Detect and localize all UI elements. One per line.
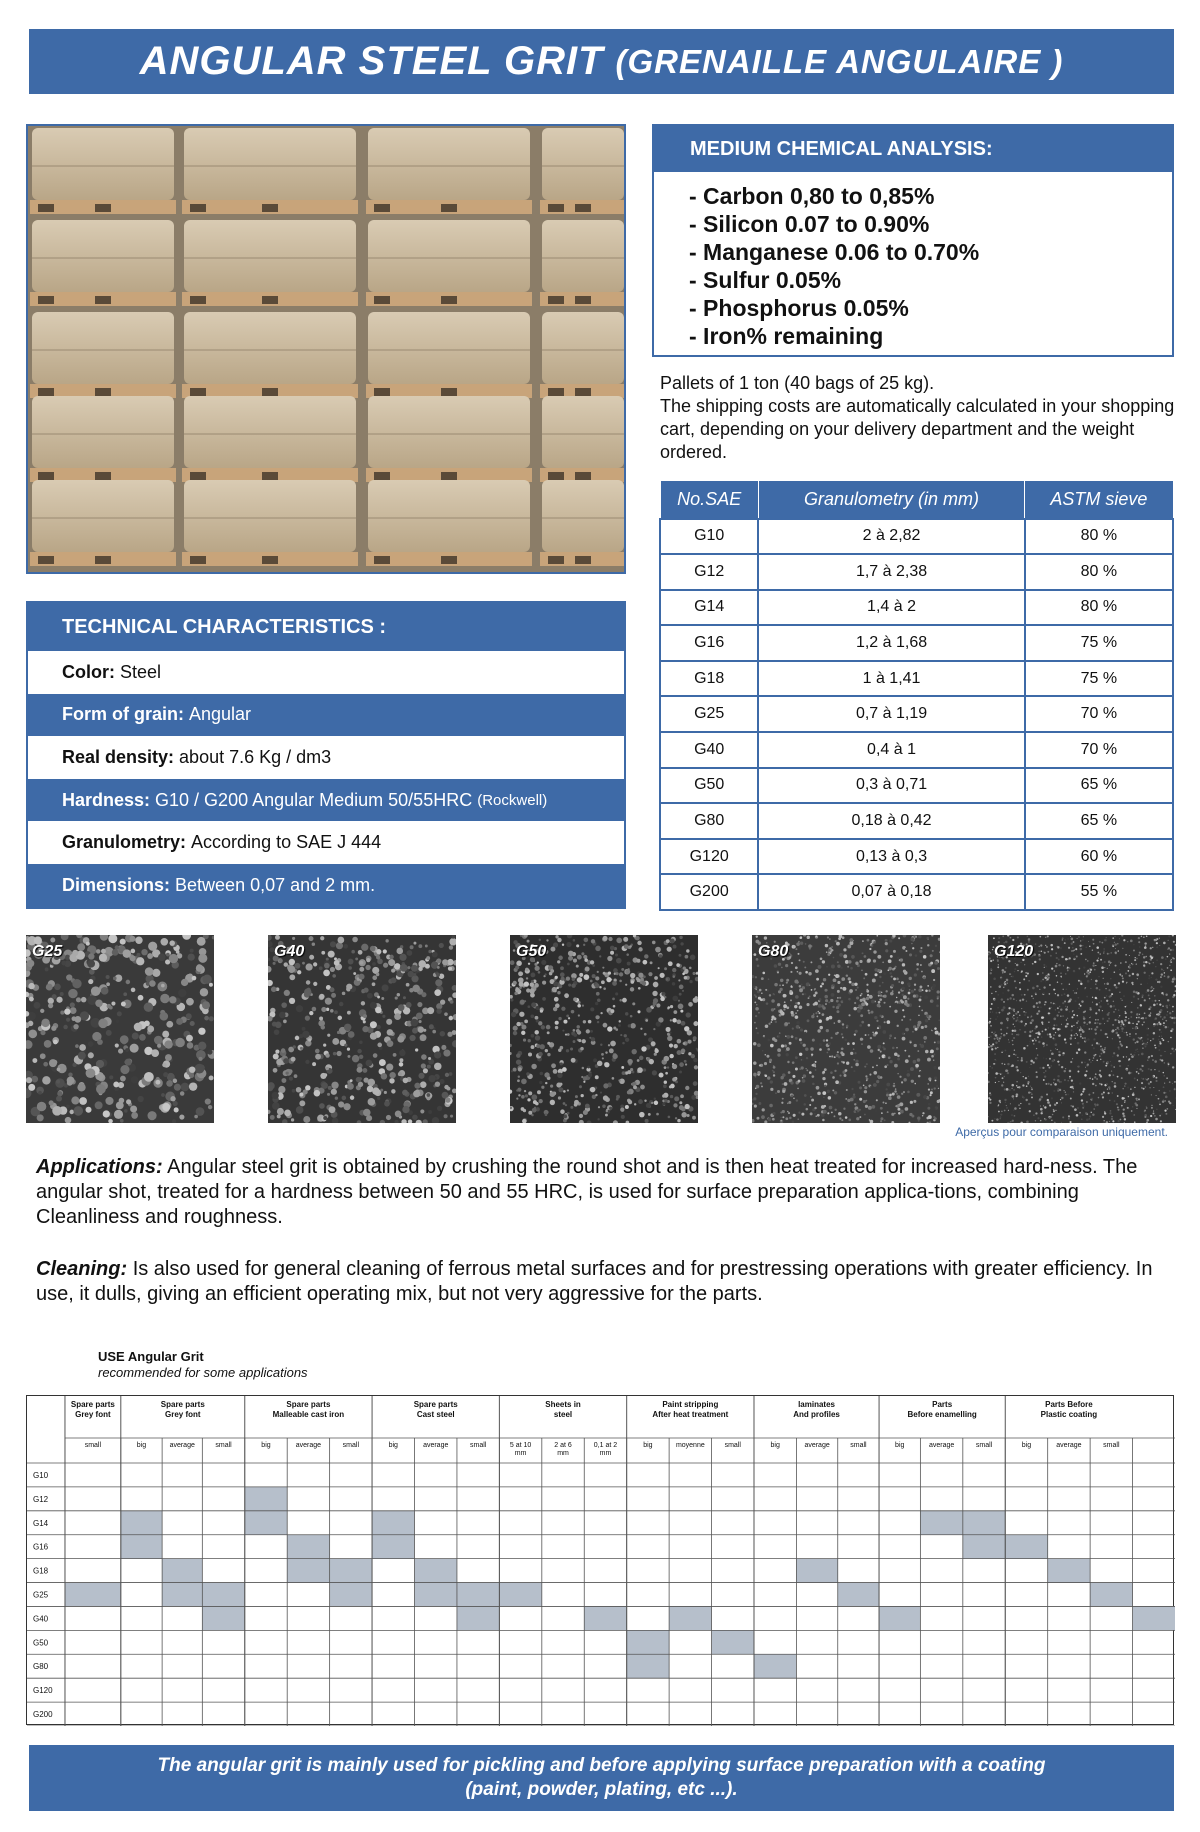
shaded-cell (584, 1606, 626, 1630)
table-header-row (660, 481, 1173, 519)
sub-header: big (895, 1442, 905, 1449)
grade-label: G120 (33, 1686, 53, 1696)
tech-value: G10 / G200 Angular Medium 50/55HRC (155, 789, 473, 810)
column-header: Granulometry (in mm) (758, 481, 1024, 519)
sub-header: small (342, 1442, 360, 1449)
cleaning-paragraph (36, 1257, 1166, 1307)
table-cell: 0,13 à 0,3 (758, 839, 1024, 875)
sample-label: G25 (32, 943, 63, 960)
shaded-cell (287, 1559, 329, 1583)
tech-row-dimensions (28, 864, 624, 907)
shaded-cell (879, 1606, 920, 1630)
tech-value: Steel (120, 661, 162, 682)
grade-label: G10 (33, 1470, 49, 1480)
table-cell: G25 (660, 696, 758, 732)
sample-label: G80 (758, 943, 789, 960)
shaded-cell (1133, 1606, 1175, 1630)
table-cell: 65 % (1025, 768, 1173, 804)
table-cell: 0,3 à 0,71 (758, 768, 1024, 804)
pallets-photo (26, 124, 626, 574)
table-cell: G10 (660, 519, 758, 555)
applications-text: Angular steel grit is obtained by crushing the round shot and is then heat treated for increased hard-ness. The angular shot, treated for a hardness between 50 and 55 HRC, is used for surface preparation applica-tions, combining Cleanliness and roughness. (36, 1156, 1138, 1228)
cleaning-text: Is also used for general cleaning of ferrous metal surfaces and for prestressing operations with greater efficiency. In use, it dulls, giving an efficient operating mix, but not very aggressive for the parts. (36, 1258, 1153, 1305)
group-header: Spare parts Grey font (70, 1400, 115, 1419)
table-cell: G18 (660, 661, 758, 697)
shaded-cell (121, 1511, 162, 1535)
sub-header: 5 at 10 mm (509, 1442, 532, 1457)
sub-header: average (295, 1442, 322, 1449)
shaded-cell (963, 1511, 1005, 1535)
table-row (660, 625, 1173, 661)
sub-header: big (1021, 1442, 1032, 1449)
shaded-cell (669, 1606, 711, 1630)
table-row (660, 661, 1173, 697)
table-cell: G80 (660, 803, 758, 839)
shaded-cell (1090, 1583, 1132, 1607)
grade-label: G80 (33, 1662, 49, 1672)
table-cell: 75 % (1025, 625, 1173, 661)
shaded-cell (245, 1511, 287, 1535)
shaded-cell (372, 1511, 414, 1535)
shaded-cell (202, 1583, 244, 1607)
table-cell: 55 % (1025, 874, 1173, 910)
footer-line: (paint, powder, plating, etc ...). (465, 1779, 738, 1800)
tech-label: Color: (62, 661, 115, 682)
sample-image-g25 (26, 935, 214, 1123)
group-header: laminates And profiles (793, 1400, 840, 1419)
sub-header: big (770, 1442, 780, 1449)
tech-label: Dimensions: (62, 874, 171, 895)
shaded-cell (330, 1559, 372, 1583)
tech-value: about 7.6 Kg / dm3 (179, 746, 332, 767)
table-cell: 1,7 à 2,38 (758, 554, 1024, 590)
grade-label: G40 (33, 1614, 49, 1624)
table-cell: G40 (660, 732, 758, 768)
column-header: No.SAE (660, 481, 758, 519)
table-cell: 80 % (1025, 554, 1173, 590)
sub-header: small (975, 1442, 993, 1449)
granulometry-table (659, 480, 1174, 911)
shaded-cell (1048, 1559, 1090, 1583)
sub-header: small (1103, 1442, 1120, 1449)
sub-header: 0,1 at 2 mm (593, 1442, 618, 1457)
sub-header: big (136, 1442, 147, 1449)
shaded-cell (245, 1487, 287, 1511)
sub-header: big (261, 1442, 271, 1449)
use-table-title (98, 1349, 308, 1381)
table-cell: 2 à 2,82 (758, 519, 1024, 555)
group-header: Spare parts Cast steel (413, 1400, 458, 1419)
shaded-cell (162, 1583, 202, 1607)
shaded-cell (754, 1654, 796, 1678)
shaded-cell (627, 1630, 669, 1654)
use-table-heading: USE Angular Grit (98, 1349, 204, 1364)
table-cell: 1,2 à 1,68 (758, 625, 1024, 661)
shipping-info (660, 372, 1180, 464)
table-row (660, 768, 1173, 804)
chemical-item: - Iron% remaining (689, 323, 884, 349)
shaded-cell (287, 1535, 329, 1559)
sub-header: average (423, 1442, 449, 1449)
table-cell: 65 % (1025, 803, 1173, 839)
tech-value: Between 0,07 and 2 mm. (175, 874, 376, 895)
table-cell: 75 % (1025, 661, 1173, 697)
technical-heading: TECHNICAL CHARACTERISTICS : (28, 603, 624, 651)
group-header: Spare parts Malleable cast iron (272, 1400, 345, 1419)
table-row (660, 519, 1173, 555)
table-cell: 0,18 à 0,42 (758, 803, 1024, 839)
shaded-cell (838, 1583, 879, 1607)
sample-image-g50 (510, 935, 698, 1123)
grade-label: G18 (33, 1566, 49, 1576)
shaded-cell (121, 1535, 162, 1559)
table-cell: 60 % (1025, 839, 1173, 875)
tech-label: Hardness: (62, 789, 151, 810)
shaded-cell (796, 1559, 837, 1583)
table-cell: G12 (660, 554, 758, 590)
tech-row-form (28, 694, 624, 737)
shaded-cell (372, 1535, 414, 1559)
table-cell: G16 (660, 625, 758, 661)
chemical-item: - Sulfur 0.05% (689, 267, 842, 293)
table-cell: G120 (660, 839, 758, 875)
footer-line: The angular grit is mainly used for pickling and before applying surface preparation with a coating (157, 1755, 1046, 1776)
shaded-cell (499, 1583, 541, 1607)
preview-note: Aperçus pour comparaison uniquement. (955, 1125, 1168, 1139)
table-row (660, 732, 1173, 768)
chemical-item: - Carbon 0,80 to 0,85% (689, 183, 935, 209)
chemical-analysis-box (652, 124, 1174, 357)
group-header: Sheets in steel (545, 1400, 581, 1419)
sub-header: small (215, 1442, 232, 1449)
sub-header: average (928, 1442, 955, 1449)
tech-row-color (28, 651, 624, 694)
tech-row-hardness (28, 779, 624, 822)
sub-header: 2 at 6 mm (554, 1442, 572, 1457)
shaded-cell (627, 1654, 669, 1678)
table-row (660, 554, 1173, 590)
sub-header: average (804, 1442, 830, 1449)
sub-header: small (84, 1442, 102, 1449)
table-cell: 0,07 à 0,18 (758, 874, 1024, 910)
shaded-cell (457, 1606, 499, 1630)
sample-label: G50 (516, 943, 547, 960)
cleaning-label: Cleaning: (36, 1258, 128, 1280)
sub-header: big (388, 1442, 398, 1449)
sample-label: G40 (274, 943, 305, 960)
table-cell: G14 (660, 590, 758, 626)
table-cell: 1,4 à 2 (758, 590, 1024, 626)
applications-paragraph (36, 1155, 1166, 1230)
chemical-list (654, 172, 1172, 350)
chemical-analysis-heading: MEDIUM CHEMICAL ANALYSIS: (654, 126, 1172, 172)
table-row (660, 839, 1173, 875)
table-row (660, 874, 1173, 910)
tech-value: According to SAE J 444 (191, 832, 382, 853)
sub-header: small (850, 1442, 867, 1449)
table-row (660, 696, 1173, 732)
footer-banner (29, 1745, 1174, 1811)
group-header: Parts Before Plastic coating (1040, 1400, 1098, 1419)
grit-samples (26, 935, 1176, 1123)
group-header: Paint stripping After heat treatment (652, 1400, 729, 1419)
applications-label: Applications: (36, 1156, 163, 1178)
column-header: ASTM sieve (1025, 481, 1173, 519)
table-row (660, 590, 1173, 626)
shaded-cell (963, 1535, 1005, 1559)
sub-header: small (724, 1442, 741, 1449)
table-cell: G200 (660, 874, 758, 910)
sample-image-g120 (988, 935, 1176, 1123)
sample-image-g40 (268, 935, 456, 1123)
table-cell: 70 % (1025, 696, 1173, 732)
table-row (660, 803, 1173, 839)
table-cell: 1 à 1,41 (758, 661, 1024, 697)
shaded-cell (457, 1583, 499, 1607)
shaded-cell (415, 1559, 457, 1583)
chemical-item: - Manganese 0.06 to 0.70% (689, 239, 980, 265)
grade-label: G14 (33, 1518, 49, 1528)
table-cell: 0,4 à 1 (758, 732, 1024, 768)
table-cell: G50 (660, 768, 758, 804)
sample-image-g80 (752, 935, 940, 1123)
tech-label: Real density: (62, 746, 175, 767)
shaded-cell (415, 1583, 457, 1607)
page-title: ANGULAR STEEL GRIT (139, 39, 604, 83)
chemical-item: - Phosphorus 0.05% (689, 295, 909, 321)
group-header: Spare parts Grey font (160, 1400, 205, 1419)
shipping-line: The shipping costs are automatically calculated in your shopping cart, depending on your delivery department and the weight ordered. (660, 396, 1175, 462)
table-cell: 80 % (1025, 519, 1173, 555)
table-cell: 80 % (1025, 590, 1173, 626)
title-banner (29, 29, 1174, 94)
shaded-cell (202, 1606, 244, 1630)
table-cell: 70 % (1025, 732, 1173, 768)
grade-label: G25 (33, 1590, 49, 1600)
tech-note: (Rockwell) (477, 791, 548, 809)
shaded-cell (1005, 1535, 1047, 1559)
tech-label: Form of grain: (62, 704, 184, 725)
tech-value: Angular (189, 704, 252, 725)
grade-label: G50 (33, 1638, 49, 1648)
grade-label: G16 (33, 1542, 49, 1552)
tech-row-granulometry (28, 821, 624, 864)
tech-label: Granulometry: (62, 832, 187, 853)
sub-header: average (1056, 1442, 1082, 1449)
shaded-cell (162, 1559, 202, 1583)
usage-grid (26, 1395, 1174, 1725)
technical-characteristics-box (26, 601, 626, 909)
sub-header: moyenne (675, 1442, 705, 1449)
tech-row-density (28, 736, 624, 779)
grade-label: G200 (33, 1710, 53, 1720)
group-header: Parts Before enamelling (907, 1400, 977, 1419)
sub-header: small (469, 1442, 487, 1449)
table-cell: 0,7 à 1,19 (758, 696, 1024, 732)
shaded-cell (712, 1630, 754, 1654)
sub-header: big (643, 1442, 653, 1449)
chemical-item: - Silicon 0.07 to 0.90% (689, 211, 930, 237)
shaded-cell (920, 1511, 962, 1535)
shaded-cell (65, 1583, 121, 1607)
page-subtitle: (GRENAILLE ANGULAIRE ) (615, 42, 1064, 80)
grade-label: G12 (33, 1494, 49, 1504)
use-table-subheading: recommended for some applications (98, 1365, 308, 1380)
shaded-cell (330, 1583, 372, 1607)
pallets-line: Pallets of 1 ton (40 bags of 25 kg). (660, 373, 935, 393)
sub-header: average (169, 1442, 195, 1449)
sample-label: G120 (994, 943, 1034, 960)
